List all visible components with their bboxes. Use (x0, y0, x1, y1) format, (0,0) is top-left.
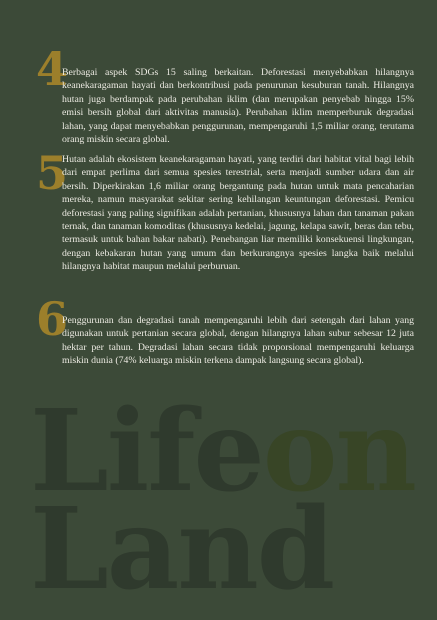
section-number-4: 4 (36, 42, 69, 96)
paragraph-6: Penggurunan dan degradasi tanah mempengaruhi lebih dari setengah dari lahan yang digunakan untuk pertanian secara global, dengan hilangnya lahan subur sebesar 12 juta hektar per tahun. Degradasi lahan secara tidak proporsional mempengaruhi keluarga miskin dunia (74% keluarga miskin terkena dampak langsung secara global). (62, 315, 414, 367)
section-number-6: 6 (36, 292, 69, 346)
watermark-life: Life (30, 386, 263, 517)
section-number-5: 5 (36, 146, 69, 200)
paragraph-5: Hutan adalah ekosistem keanekaragaman hayati, yang terdiri dari habitat vital bagi lebih dari empat perlima dari semua spesies terestrial, serta menjadi sumber udara dan air bersih. Diperkirakan 1,6 miliar orang bergantung pada hutan untuk mata pencaharian mereka, namun masyarakat sekitar sering kehilangan keuntungan deforestasi. Pemicu deforestasi yang paling signifikan adalah pertanian, khususnya lahan dan tanaman pakan ternak, dan tanaman komoditas (khususnya kedelai, jagung, kelapa sawit, beras dan tebu, termasuk untuk bahan bakar nabati). Penebangan liar memiliki konsekuensi lingkungan, dengan kebakaran hutan yang umum dan berkurangnya spesies langka baik melalui hilangnya habitat maupun melalui perburuan. (62, 154, 414, 273)
paragraph-4: Berbagai aspek SDGs 15 saling berkaitan. Deforestasi menyebabkan hilangnya keanekaragaman hayati dan berkontribusi pada penurunan kesuburan tanah. Hilangnya hutan juga berdampak pada perubahan iklim (dan merupakan penyebab hingga 15% emisi bersih global dari aktivitas manusia). Perubahan iklim memperburuk degradasi lahan, yang dapat menyebabkan penggurunan, mempengaruhi 1,5 miliar orang, terutama orang miskin secara global. (62, 67, 414, 146)
watermark-on: on (262, 386, 415, 517)
watermark-land: Land (30, 484, 334, 615)
